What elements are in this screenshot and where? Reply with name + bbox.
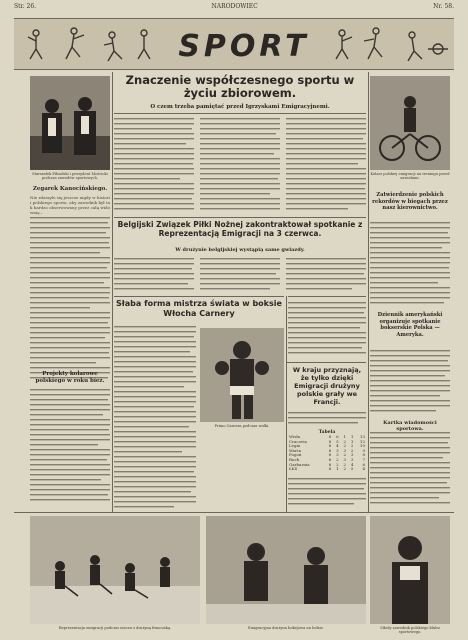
standings-value: 8 (328, 443, 332, 449)
standings-value: 8 (328, 452, 332, 458)
emigration-headline: W kraju przyznają, że tylko dzięki Emigracji drużyny polskie grały we Francji. (292, 366, 362, 406)
rule (288, 296, 366, 297)
standings-value: 5 (336, 438, 339, 444)
column-divider (368, 72, 369, 512)
standings-value: 8 (328, 466, 332, 472)
standings-value: 3 (336, 447, 339, 453)
standings-value: 2 (343, 452, 347, 458)
rule (286, 362, 366, 363)
column-divider (286, 296, 287, 512)
standings-value: 2 (336, 456, 339, 462)
football-subhead: W drużynie belgijskiej wystąpią same gwiazdy. (175, 247, 305, 253)
right-headline-2: Dziennik amerykański organizuje spotkanie bokserskie Polska — Ameryka. (377, 312, 443, 338)
standings-value: 3 (350, 456, 354, 462)
running-header (14, 3, 454, 12)
issue-number: Nr. 58. (433, 3, 454, 10)
page-number-left: Str. 26. (14, 3, 37, 10)
standings-value: 8 (328, 456, 332, 462)
boxing-text-lines (114, 324, 196, 510)
standings-team: Pogoń (289, 452, 302, 458)
standings-value: 3 (350, 452, 354, 458)
standings-value: 4 (362, 466, 365, 472)
right-photo-caption: Kolarz polskiej emigracji na treningu przed zawodami. (370, 172, 450, 180)
standings-value: 8 (328, 438, 332, 444)
standings-value: 13 (359, 434, 365, 439)
left-article-2 (30, 387, 110, 507)
standings-value: 1 (343, 434, 347, 439)
emigration-article-body (288, 476, 366, 510)
left-article-1-text: Nie zdarzyło się jeszcze nigdy w historii polskiego sportu, aby zawodnik był tak bardzo obserwowany przez całą widownię... (30, 195, 110, 215)
left-headline-2: Projekty kolarowe polskiego w roku bież. (35, 371, 105, 384)
standings-value: 4 (350, 461, 354, 467)
officials-photo-illustration (30, 76, 110, 170)
team-illustration (206, 516, 366, 624)
right-center-article (288, 300, 366, 360)
right-text-lines-2 (370, 348, 450, 418)
bottom-right-photo (370, 516, 450, 624)
main-headline: Znaczenie współczesnego sportu w życiu zbiorowem. (125, 73, 355, 100)
emigration-body-lines (288, 476, 366, 510)
standings-value: 2 (343, 466, 347, 472)
football-headline: Belgijski Związek Piłki Nożnej zakontraktował spotkanie z Reprezentacją Emigracji na 3 czerwca. (117, 220, 363, 238)
standings-value: 1 (350, 438, 354, 444)
right-article-1-text (370, 220, 450, 308)
football-text-columns (114, 256, 366, 294)
standings-value: 3 (343, 456, 347, 462)
right-center-text-lines (288, 300, 366, 360)
standings-value: 2 (350, 443, 354, 449)
right-headline-3: Kartka wiadomości sportowa. (383, 420, 437, 432)
standings-team: Wisła (289, 434, 301, 439)
left-headline-1: Zegarek Kanocińskiego. (32, 186, 108, 192)
league-standings (288, 430, 366, 474)
bottom-right-caption: Młody zawodnik polskiego klubu sportowego. (380, 626, 440, 634)
standings-team: Cracovia (289, 438, 307, 444)
standings-value: 2 (343, 461, 347, 467)
left-article-1 (30, 195, 110, 369)
football-article-body (114, 256, 366, 294)
cyclist-illustration (370, 76, 450, 170)
standings-value: 5 (350, 466, 354, 472)
standings-team: ŁKS (289, 466, 298, 472)
standings-value: 3 (343, 447, 347, 453)
boxing-photo (200, 328, 284, 422)
rule (114, 113, 366, 114)
boxing-photo-caption: Primo Carnera podczas walki. (214, 424, 270, 428)
standings-team: Warta (289, 447, 302, 453)
main-subhead: O czem trzeba pamiętać przed Igrzyskami Emigracyjnemi. (150, 104, 330, 110)
rule (14, 512, 454, 513)
standings-value: 2 (350, 447, 354, 453)
bottom-left-photo (30, 516, 200, 624)
main-article-body (114, 116, 366, 216)
right-photo (370, 76, 450, 170)
standings-value: 4 (336, 443, 339, 449)
standings-value: 6 (336, 434, 339, 439)
standings-value: 3 (336, 452, 339, 458)
boxer-illustration (200, 328, 284, 422)
left-photo (30, 76, 110, 170)
hockey-match-illustration (30, 516, 200, 624)
standings-value: 6 (362, 461, 365, 467)
rule (114, 217, 366, 218)
standings-row (288, 467, 366, 472)
standings-value: 2 (336, 461, 339, 467)
standings-value: 1 (350, 434, 354, 439)
standings-table (288, 435, 366, 472)
right-headline-1: Zatwierdzenie polskich rekordów w biegach przez nasz kierownictwo. (372, 192, 448, 211)
standings-value: 8 (328, 461, 332, 467)
athlete-portrait-illustration (370, 516, 450, 624)
standings-value: 9 (362, 447, 365, 453)
rule (114, 296, 284, 297)
emigration-article-intro (288, 410, 366, 428)
standings-value: 12 (359, 438, 365, 444)
boxing-headline: Słaba forma mistrza świata w boksie Włocha Carnery (116, 299, 282, 318)
standings-value: 8 (362, 452, 365, 458)
standings-value: 2 (343, 438, 347, 444)
bottom-mid-photo (206, 516, 366, 624)
paper-name: NARODOWIEC (211, 3, 258, 10)
column-divider (112, 72, 113, 512)
standings-value: 10 (359, 443, 365, 449)
standings-team: Legia (289, 443, 301, 449)
standings-value: 7 (362, 456, 365, 462)
right-article-1 (370, 220, 450, 308)
left-text-lines (30, 215, 110, 385)
right-article-2 (370, 348, 450, 418)
right-text-lines-3 (370, 430, 450, 510)
standings-value: 8 (328, 434, 332, 439)
boxing-article-body (114, 324, 196, 510)
emigration-intro-lines (288, 410, 366, 428)
sport-masthead (14, 18, 454, 70)
standings-value: 1 (336, 466, 339, 472)
standings-title: Tabela (318, 430, 336, 435)
main-article-text (114, 116, 194, 216)
standings-value: 2 (343, 443, 347, 449)
bottom-mid-caption: Emigracyjna drużyna hokejowa na lodzie. (248, 626, 324, 630)
left-text-lines-2 (30, 387, 110, 507)
standings-team: Ruch (289, 456, 300, 462)
masthead-title: SPORT (178, 29, 310, 64)
standings-value: 8 (328, 447, 332, 453)
right-article-3 (370, 430, 450, 510)
bottom-left-caption: Reprezentacja emigracji podczas meczu z drużyną francuską. (58, 626, 172, 630)
left-photo-caption: Marszałek Piłsudski i prezydent Mościcki podczas zawodów sportowych. (32, 172, 108, 180)
standings-team: Garbarnia (289, 461, 310, 467)
